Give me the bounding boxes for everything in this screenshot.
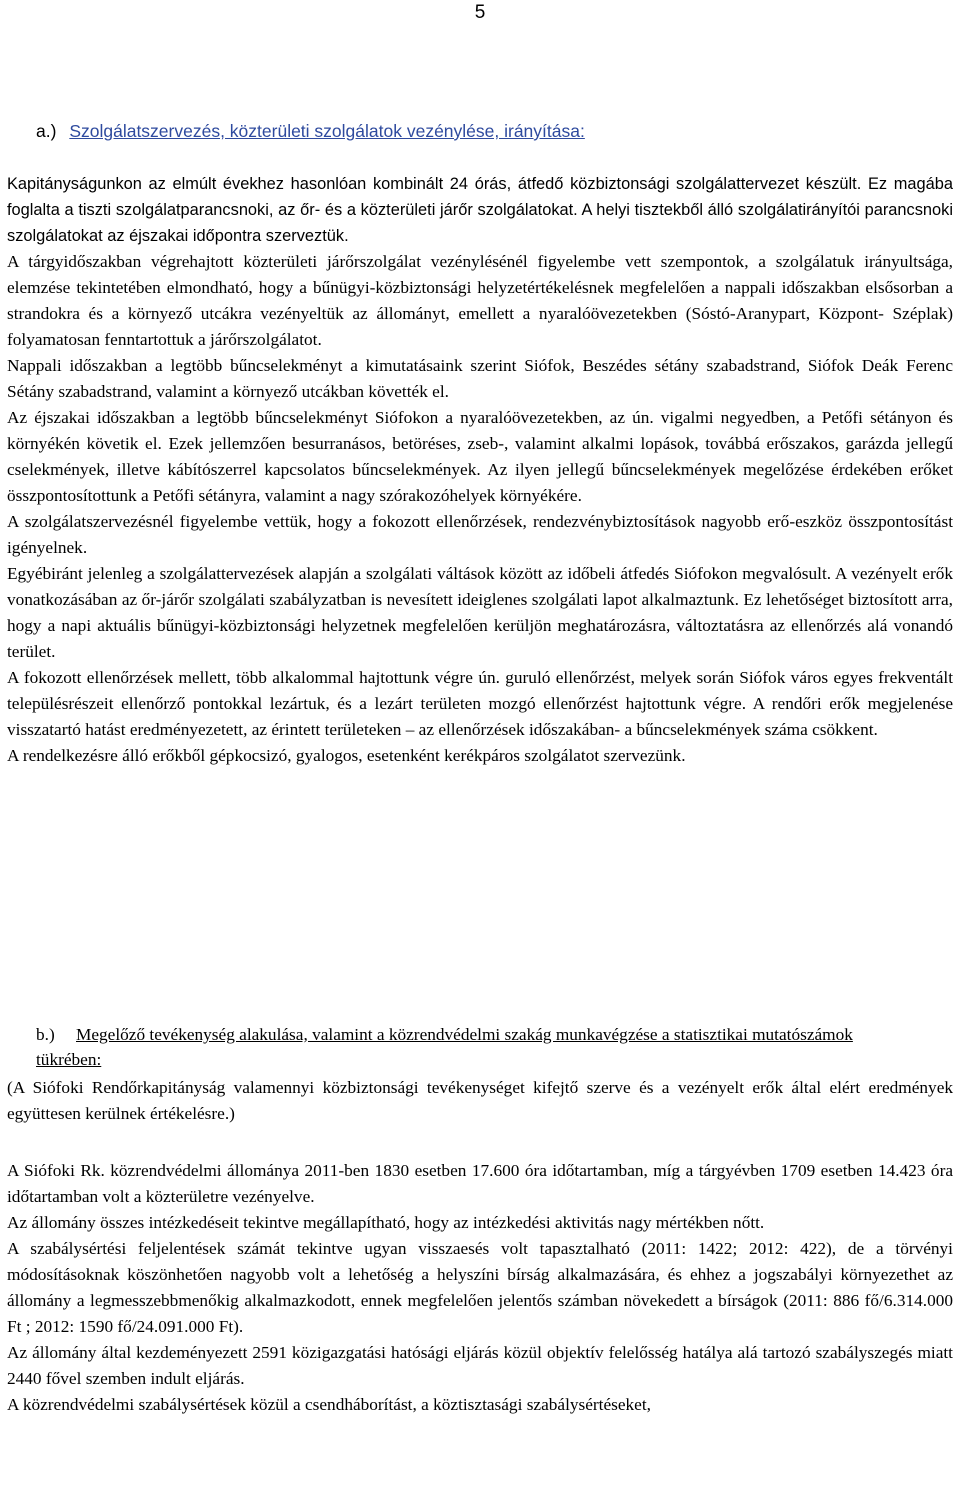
paragraph: A fokozott ellenőrzések mellett, több alkalommal hajtottunk végre ún. guruló ellenőrzést, melyek során Siófok város egyes frekventált településrészeit ellenőrző pontokkal lezártuk, és a lezárt területen mozgó ellenőrzést hajtottunk végre. A rendőri erők megjelenése visszatartó hatást eredményezetett, az érintett területeken – az ellenőrzések időszakában- a bűncselekmények száma csökkent. (7, 668, 953, 739)
paragraph: Nappali időszakban a legtöbb bűncselekményt a kimutatásaink szerint Siófok, Beszédes sétány szabadstrand, Siófok Deák Ferenc Sétány szabadstrand, valamint a környező utcákban követték el. (7, 356, 953, 401)
paragraph: Egyébiránt jelenleg a szolgálattervezések alapján a szolgálati váltások között az időbeli átfedés Siófokon megvalósult. A vezényelt erők vonatkozásában az őr-járőr szolgálati szabályzatban is nevesített ideiglenes szolgálati lapot alkalmaztunk. Ez lehetőséget biztosított arra, hogy a napi aktuális bűnügyi-közbiztonsági helyzetnek megfelelően kerüljön meghatározásra, változtatásra az ellenőrzés alá vonandó terület. (7, 564, 953, 661)
paragraph: A Siófoki Rk. közrendvédelmi állománya 2011-ben 1830 esetben 17.600 óra időtartamban, míg a tárgyévben 1709 esetben 14.423 óra időtartamban volt a közterületre vezényelve. (7, 1161, 953, 1206)
section-a-label: a.) (36, 121, 57, 141)
section-a-body (7, 171, 953, 769)
paragraph: A szabálysértési feljelentések számát tekintve ugyan visszaesés volt tapasztalható (2011: 1422; 2012: 422), de a törvényi módosításoknak köszönhetően nagyobb volt a lehetőség a helyszíni bírság alkalmazására, és ehhez a jogszabályi környezethet az állomány a legmesszebbmenőkig alkalmazkodott, ennek megfelelően jelentős számban növekedett a bírságok (2011: 886 fő/6.314.000 Ft ; 2012: 1590 fő/24.091.000 Ft). (7, 1239, 953, 1336)
paragraph: Kapitányságunkon az elmúlt évekhez hasonlóan kombinált 24 órás, átfedő közbiztonsági szolgálattervezet készült. Ez magába foglalta a tiszti szolgálatparancsnoki, az őr- és a közterületi járőr szolgálatokat. A helyi tisztekből álló szolgálatirányítói parancsnoki szolgálatokat az éjszakai időpontra szerveztük. (7, 175, 953, 245)
section-b-heading (36, 1022, 906, 1072)
section-b-label: b.) (36, 1025, 55, 1044)
paragraph: Az állomány összes intézkedéseit tekintve megállapítható, hogy az intézkedési aktivitás nagy mértékben nőtt. (7, 1213, 765, 1232)
paragraph: Az éjszakai időszakban a legtöbb bűncselekményt Siófokon a nyaralóövezetekben, az ún. vigalmi negyedben, a Petőfi sétányon és környékén követik el. Ezek jellemzően besurranásos, betöréses, zseb-, valamint alkalmi lopások, továbbá erőszakos, garázda jellegű cselekmények, illetve kábítószerrel kapcsolatos bűncselekmények. Az ilyen jellegű bűncselekmények megelőzése érdekében erőket összpontosítottunk a Petőfi sétányra, valamint a nagy szórakozóhelyek környékére. (7, 408, 953, 505)
section-b-intro: (A Siófoki Rendőrkapitányság valamennyi közbiztonsági tevékenységet kifejtő szerve és a vezényelt erők által elért eredmények együttesen kerülnek értékelésre.) (7, 1078, 953, 1123)
paragraph: Az állomány által kezdeményezett 2591 közigazgatási hatósági eljárás közül objektív felelősség hatálya alá tartozó szabályszegés miatt 2440 fővel szemben indult eljárás. (7, 1343, 953, 1388)
section-a-title: Szolgálatszervezés, közterületi szolgálatok vezénylése, irányítása: (69, 121, 585, 141)
page-number: 5 (474, 2, 486, 23)
paragraph: A szolgálatszervezésnél figyelembe vettük, hogy a fokozott ellenőrzések, rendezvénybiztosítások nagyobb erő-eszköz összpontosítást igényelnek. (7, 512, 953, 557)
paragraph: A tárgyidőszakban végrehajtott közterületi járőrszolgálat vezénylésénél figyelembe vett szempontok, a szolgálatuk irányultsága, elemzése tekintetében elmondható, hogy a bűnügyi-közbiztonsági helyzetértékelésnek megfelelően a nappali időszakban elsősorban a strandokra és a környező utcákra vezényeltük az állományt, emellett a nyaralóövezetekben (Sóstó-Aranypart, Központ- Széplak) folyamatosan fenntartottuk a járőrszolgálatot. (7, 252, 953, 349)
paragraph: A rendelkezésre álló erőkből gépkocsizó, gyalogos, esetenként kerékpáros szolgálatot szervezünk. (7, 746, 686, 765)
section-a-heading (36, 121, 936, 142)
section-b-title: Megelőző tevékenység alakulása, valamint a közrendvédelmi szakág munkavégzése a statisztikai mutatószámok tükrében: (36, 1025, 853, 1069)
section-b-body (7, 1158, 953, 1418)
paragraph: A közrendvédelmi szabálysértések közül a csendháborítást, a köztisztasági szabálysértéseket, (7, 1395, 651, 1414)
section-b-intro-block (7, 1075, 953, 1127)
